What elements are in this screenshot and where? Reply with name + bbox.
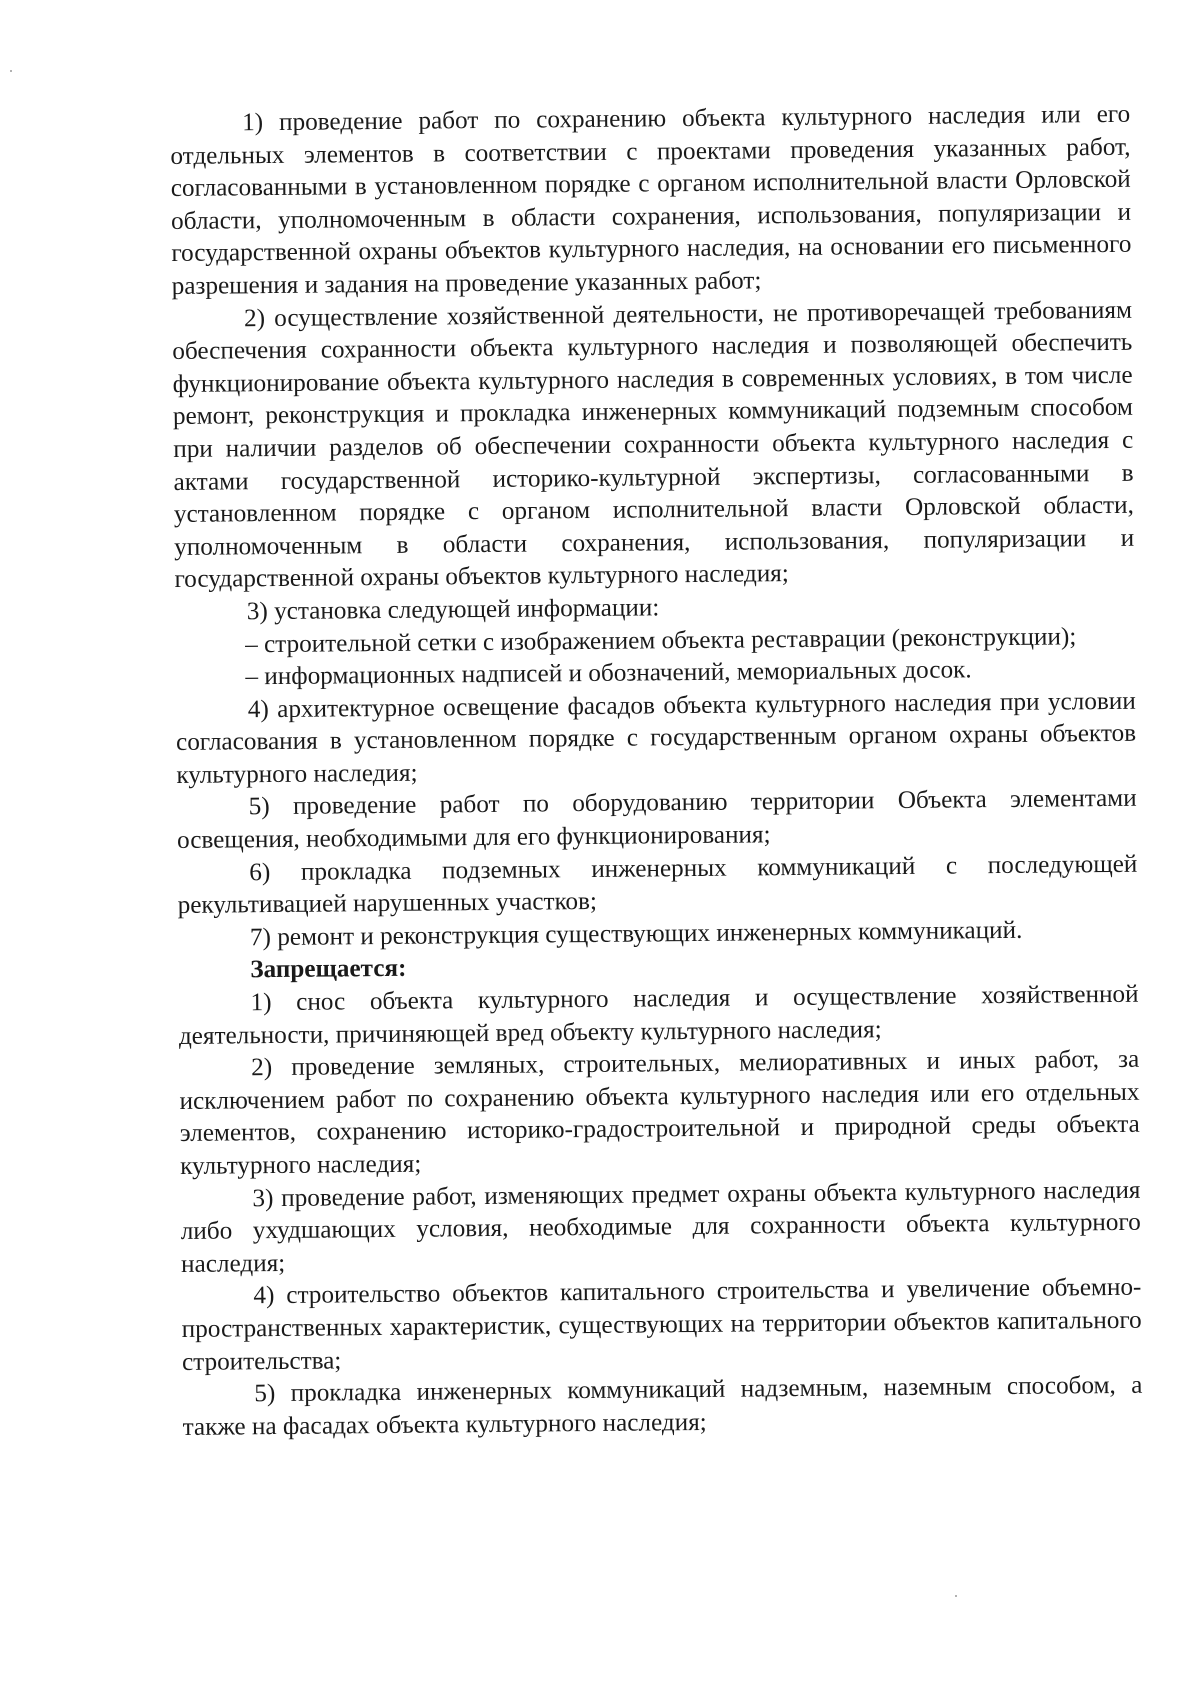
- allowed-subitem-construction-net: – строительной сетки с изображением объекта реставрации (реконструкции);: [245, 622, 1077, 658]
- allowed-item-3: 3) установка следующей информации:: [246, 594, 660, 626]
- prohibited-item-5: 5) прокладка инженерных коммуникаций надземным, наземным способом, а также на фасадах объекта культурного наследия;: [182, 1371, 1143, 1441]
- allowed-item-5: 5) проведение работ по оборудованию территории Объекта элементами освещения, необходимыми для его функционирования;: [176, 785, 1137, 855]
- prohibited-item-3: 3) проведение работ, изменяющих предмет охраны объекта культурного наследия либо ухудшающих условия, необходимые для сохранности объекта культурного наследия;: [180, 1176, 1141, 1278]
- prohibited-item-1: 1) снос объекта культурного наследия и осуществление хозяйственной деятельности, причиняющей вред объекту культурного наследия;: [178, 980, 1139, 1050]
- allowed-item-1: 1) проведение работ по сохранению объекта культурного наследия или его отдельных элементов в соответствии с проектами проведения указанных работ, согласованными в установленном порядке с органом исполнительной власти Орловской области, уполномоченным в области сохранения, использования, популяризации и государственной охраны объектов культурного наследия, на основании его письменного разрешения и задания на проведение указанных работ;: [170, 100, 1132, 300]
- allowed-item-7: 7) ремонт и реконструкция существующих инженерных коммуникаций.: [249, 916, 1023, 952]
- allowed-subitem-info-signs: – информационных надписей и обозначений, мемориальных досок.: [245, 656, 972, 691]
- allowed-item-4: 4) архитектурное освещение фасадов объекта культурного наследия при условии согласования в установленном порядке с государственным органом охраны объектов культурного наследия;: [175, 687, 1137, 789]
- document-body: [170, 99, 1143, 1444]
- prohibited-item-4: 4) строительство объектов капитального строительства и увеличение объемно-пространственных характеристик, существующих на территории объектов капитального строительства;: [181, 1274, 1142, 1376]
- scan-speck: [955, 1595, 957, 1597]
- prohibited-item-2: 2) проведение земляных, строительных, мелиоративных и иных работ, за исключением работ по сохранению объекта культурного наследия или его отдельных элементов, сохранению историко-градостроительной и природной среды объекта культурного наследия;: [179, 1045, 1140, 1180]
- allowed-item-6: 6) прокладка подземных инженерных коммуникаций с последующей рекультивацией нарушенных участков;: [177, 850, 1138, 920]
- scan-speck: [10, 70, 12, 72]
- prohibited-heading: Запрещается:: [250, 955, 407, 984]
- allowed-item-2: 2) осуществление хозяйственной деятельности, не противоречащей требованиям обеспечения сохранности объекта культурного наследия и позволяющей обеспечить функционирование объекта культурного наследия в современных условиях, в том числе ремонт, реконструкция и прокладка инженерных коммуникаций подземным способом при наличии разделов об обеспечении сохранности объекта культурного наследия с актами государственной историко-культурной экспертизы, согласованными в установленном порядке с органом исполнительной власти Орловской области, уполномоченным в области сохранения, использования, популяризации и государственной охраны объектов культурного наследия;: [172, 296, 1135, 594]
